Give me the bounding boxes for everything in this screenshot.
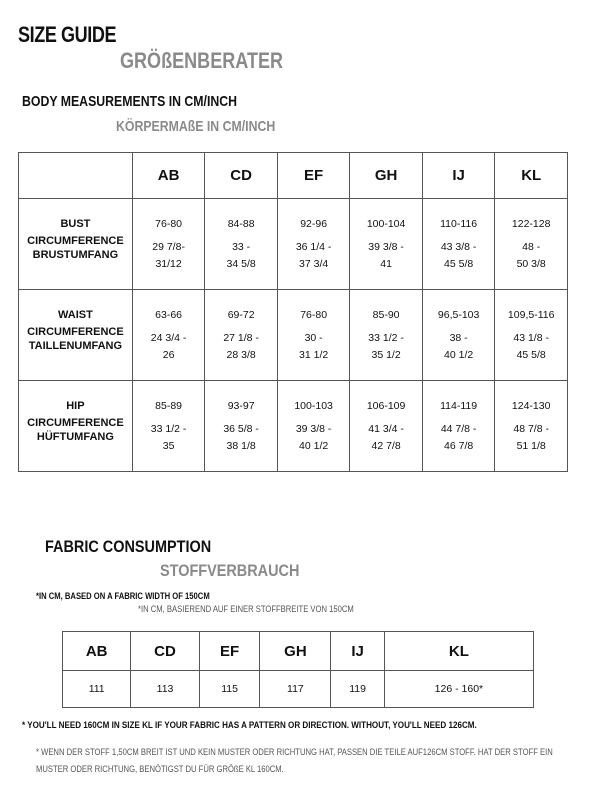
- inch-value-line: 38 -: [449, 331, 468, 344]
- inch-value-line: 39 3/8 -: [368, 240, 404, 253]
- measurement-value-cell: [132, 381, 205, 472]
- cm-value: 96,5-103: [437, 308, 480, 321]
- measurement-value-cell: [350, 381, 423, 472]
- inch-value-line: 44 7/8 -: [440, 422, 477, 435]
- body-measurements-table: [18, 152, 568, 472]
- inch-value-line: 34 5/8: [226, 257, 256, 270]
- inch-value-line: 36 5/8 -: [223, 422, 259, 435]
- measurement-value-cell: [350, 199, 423, 290]
- page-title: SIZE GUIDE: [18, 22, 117, 47]
- footnote-de: * WENN DER STOFF 1,50CM BREIT IST UND KEIN MUSTER ODER RICHTUNG HAT, PASSEN DIE TEILE AUF126CM STOFF. HAT DER STOFF EIN MUSTER ODER RICHTUNG, BENÖTIGST DU FÜR GRÖßE KL 160CM.: [36, 747, 553, 774]
- inch-value-line: 42 7/8: [371, 439, 401, 452]
- size-header-cell: GH: [350, 153, 423, 199]
- footnote-en: * YOU'LL NEED 160CM IN SIZE KL IF YOUR FABRIC HAS A PATTERN OR DIRECTION. WITHOUT, YOU'LL NEED 126CM.: [22, 720, 477, 731]
- measurement-label-en: BUST CIRCUMFERENCE: [27, 217, 124, 247]
- inch-value-line: 39 3/8 -: [295, 422, 332, 435]
- fabric-value-cell: 113: [131, 671, 199, 708]
- cm-value: 110-116: [440, 217, 478, 230]
- cm-value: 85-89: [155, 399, 183, 412]
- cm-value: 114-119: [440, 399, 478, 412]
- measurement-row: [19, 290, 568, 381]
- inch-value-line: 37 3/4: [299, 257, 329, 270]
- measurement-value-cell: [205, 290, 278, 381]
- inch-value-line: 38 1/8: [226, 439, 256, 452]
- inch-value-line: 48 -: [522, 240, 541, 253]
- body-measurements-subheading: KÖRPERMAßE IN CM/INCH: [116, 118, 276, 135]
- measurement-value-cell: [132, 290, 205, 381]
- fabric-size-cell: IJ: [331, 632, 385, 671]
- cm-value: 106-109: [366, 399, 406, 412]
- cm-value: 69-72: [227, 308, 255, 321]
- cm-value: 84-88: [227, 217, 255, 230]
- cm-value: 109,5-116: [507, 308, 555, 321]
- inch-value: [495, 239, 567, 273]
- inch-value-line: 40 1/2: [444, 348, 474, 361]
- measurement-value-cell: [277, 199, 349, 290]
- inch-value-line: 27 1/8 -: [223, 331, 259, 344]
- fabric-value-cell: 119: [331, 671, 385, 708]
- measurement-row: [19, 199, 568, 290]
- fabric-size-row: [63, 632, 534, 671]
- fabric-value-row: [63, 671, 534, 708]
- fabric-value-cell: 111: [63, 671, 131, 708]
- inch-value: [350, 239, 422, 273]
- inch-value-line: 26: [162, 348, 175, 361]
- inch-value: [423, 239, 495, 273]
- measurement-row: [19, 381, 568, 472]
- measurement-label-de: BRUSTUMFANG: [32, 249, 119, 261]
- inch-value: [350, 330, 422, 364]
- inch-value: [278, 239, 349, 273]
- fabric-size-cell: EF: [199, 632, 260, 671]
- inch-value-line: 31 1/2: [299, 348, 329, 361]
- measurement-label-cell: [19, 290, 133, 381]
- measurement-label-de: TAILLENUMFANG: [28, 340, 123, 352]
- inch-value-line: 41 3/4 -: [368, 422, 404, 435]
- inch-value-line: 29 7/8-: [152, 240, 185, 253]
- size-header-cell: KL: [495, 153, 568, 199]
- size-header-cell: CD: [205, 153, 278, 199]
- inch-value: [133, 239, 205, 273]
- inch-value: [495, 330, 567, 364]
- inch-value-line: 41: [380, 257, 392, 270]
- inch-value: [205, 421, 277, 455]
- fabric-consumption-heading: FABRIC CONSUMPTION: [45, 537, 212, 556]
- fabric-note-de: *IN CM, BASIEREND AUF EINER STOFFBREITE VON 150CM: [138, 604, 354, 614]
- measurement-value-cell: [277, 381, 349, 472]
- size-header-row: [19, 153, 568, 199]
- measurement-label-en: WAIST CIRCUMFERENCE: [27, 308, 124, 338]
- inch-value: [278, 330, 349, 364]
- inch-value-line: 40 1/2: [299, 439, 329, 452]
- fabric-size-cell: CD: [131, 632, 199, 671]
- measurement-value-cell: [205, 199, 278, 290]
- size-header-cell: AB: [132, 153, 205, 199]
- size-header-cell: IJ: [422, 153, 495, 199]
- measurement-value-cell: [495, 290, 568, 381]
- cm-value: 92-96: [300, 217, 328, 230]
- inch-value-line: 36 1/4 -: [295, 240, 332, 253]
- fabric-size-cell: AB: [63, 632, 131, 671]
- fabric-value-cell: 115: [199, 671, 260, 708]
- measurement-label-de: HÜFTUMFANG: [36, 431, 114, 443]
- inch-value-line: 43 3/8 -: [440, 240, 477, 253]
- fabric-note-en: *IN CM, BASED ON A FABRIC WIDTH OF 150CM: [36, 591, 210, 601]
- inch-value-line: 46 7/8: [444, 439, 474, 452]
- inch-value-line: 45 5/8: [516, 348, 546, 361]
- inch-value: [133, 421, 205, 455]
- inch-value-line: 30 -: [304, 331, 323, 344]
- page-subtitle: GRÖßENBERATER: [120, 48, 284, 73]
- measurement-value-cell: [205, 381, 278, 472]
- cm-value: 85-90: [372, 308, 400, 321]
- cm-value: 76-80: [300, 308, 328, 321]
- fabric-size-cell: KL: [384, 632, 533, 671]
- cm-value: 76-80: [155, 217, 183, 230]
- measurement-label-cell: [19, 199, 133, 290]
- inch-value-line: 28 3/8: [226, 348, 256, 361]
- measurement-value-cell: [277, 290, 349, 381]
- inch-value-line: 50 3/8: [516, 257, 546, 270]
- inch-value: [278, 421, 349, 455]
- inch-value: [205, 239, 277, 273]
- measurement-label-en: HIP CIRCUMFERENCE: [27, 399, 124, 429]
- cm-value: 93-97: [227, 399, 255, 412]
- body-measurements-heading: BODY MEASUREMENTS IN CM/INCH: [22, 93, 238, 110]
- measurement-value-cell: [132, 199, 205, 290]
- inch-value-line: 51 1/8: [516, 439, 546, 452]
- inch-value-line: 35 1/2: [371, 348, 401, 361]
- empty-header-cell: [19, 153, 133, 199]
- inch-value-line: 33 1/2 -: [150, 422, 187, 435]
- inch-value-line: 31/12: [155, 257, 182, 270]
- inch-value-line: 48 7/8 -: [513, 422, 549, 435]
- inch-value: [350, 421, 422, 455]
- inch-value: [423, 330, 495, 364]
- measurement-value-cell: [350, 290, 423, 381]
- fabric-consumption-table: [62, 631, 534, 708]
- measurement-value-cell: [495, 199, 568, 290]
- measurement-value-cell: [422, 199, 495, 290]
- size-header-cell: EF: [277, 153, 349, 199]
- cm-value: 124-130: [511, 399, 551, 412]
- measurement-value-cell: [422, 290, 495, 381]
- fabric-consumption-subheading: STOFFVERBRAUCH: [160, 561, 300, 580]
- fabric-size-cell: GH: [260, 632, 331, 671]
- inch-value-line: 45 5/8: [444, 257, 474, 270]
- measurement-value-cell: [495, 381, 568, 472]
- fabric-value-cell: 117: [260, 671, 331, 708]
- measurement-label-cell: [19, 381, 133, 472]
- cm-value: 122-128: [511, 217, 551, 230]
- inch-value-line: 35: [162, 439, 175, 452]
- fabric-value-cell: 126 - 160*: [384, 671, 533, 708]
- inch-value: [495, 421, 567, 455]
- measurement-value-cell: [422, 381, 495, 472]
- inch-value-line: 33 1/2 -: [368, 331, 404, 344]
- inch-value-line: 33 -: [232, 240, 251, 253]
- inch-value-line: 24 3/4 -: [150, 331, 187, 344]
- inch-value: [423, 421, 495, 455]
- cm-value: 100-103: [294, 399, 333, 412]
- cm-value: 100-104: [366, 217, 406, 230]
- inch-value: [133, 330, 205, 364]
- inch-value: [205, 330, 277, 364]
- inch-value-line: 43 1/8 -: [513, 331, 549, 344]
- cm-value: 63-66: [155, 308, 183, 321]
